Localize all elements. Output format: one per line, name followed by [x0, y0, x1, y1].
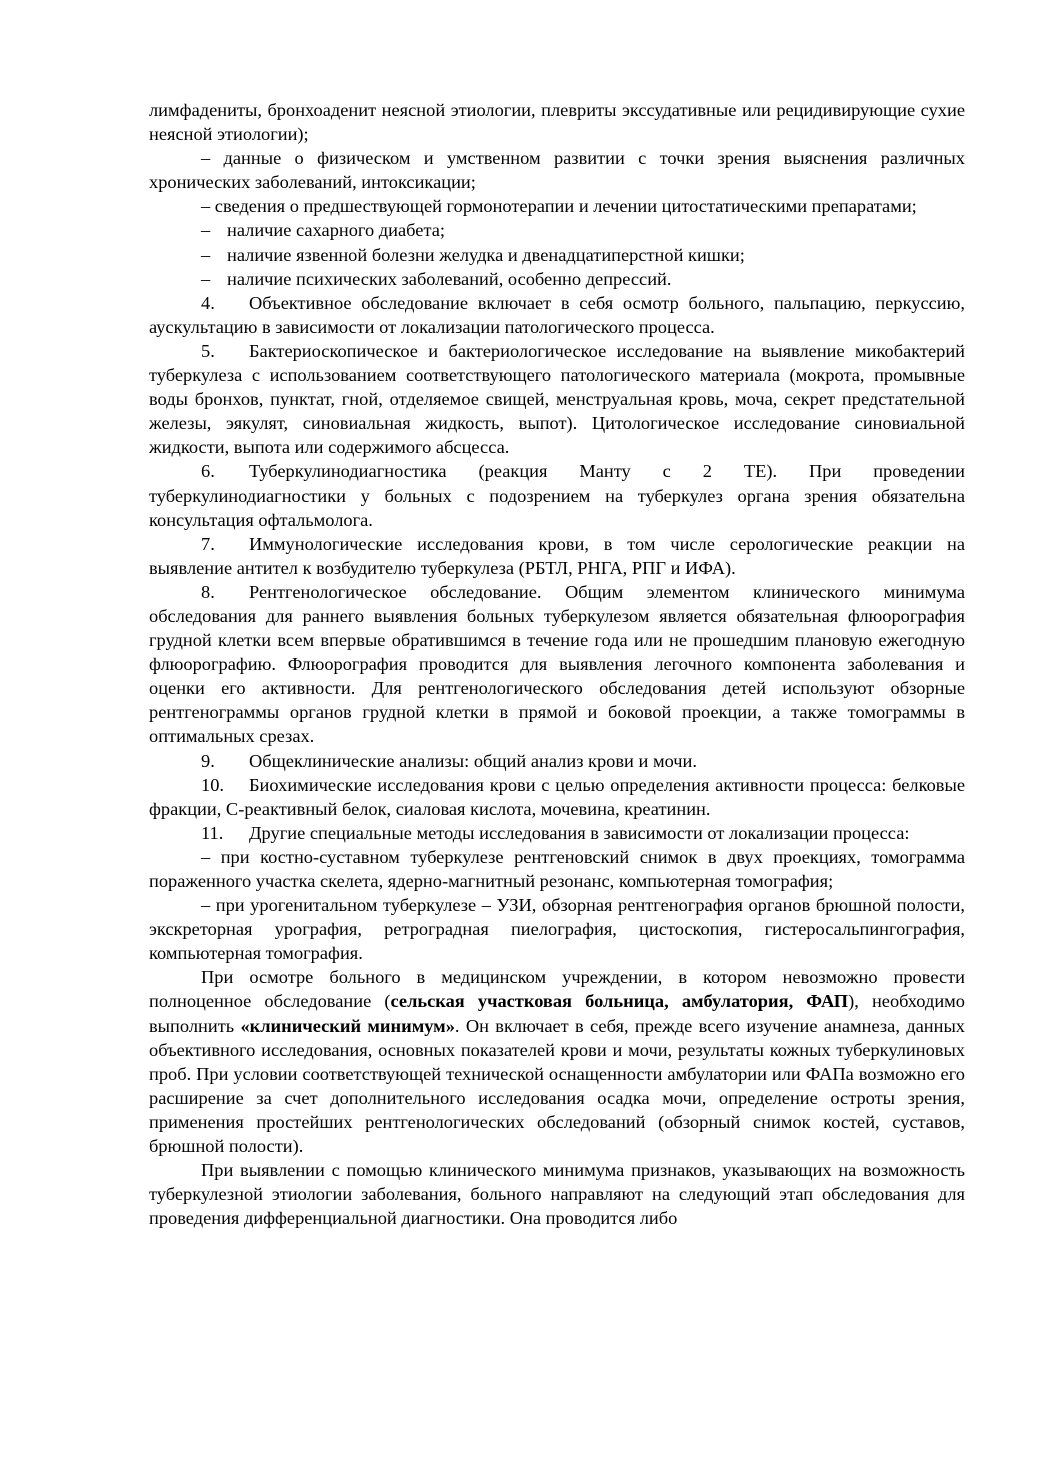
dash-item: – при урогенитальном туберкулезе – УЗИ, обзорная рентгенография органов брюшной полости, экскреторная урография, ретроградная пиелография, цистоскопия, гистеросальпингография, компьютерная томография. [149, 895, 965, 964]
item-text: Бактериоскопическое и бактериологическое исследование на выявление микобактерий туберкулеза с использованием соответствующего патологического материала (мокрота, промывные воды бронхов, пунктат, гной, отделяемое свищей, менструальная кровь, моча, секрет предстательной железы, эякулят, синовиальная жидкость, выпот). Цитологическое исследование синовиальной жидкости, выпота или содержимого абсцесса. [149, 340, 965, 458]
clinical-minimum-paragraph [149, 965, 965, 1158]
numbered-item [149, 291, 965, 339]
numbered-item [149, 532, 965, 580]
item-number: 8. [201, 581, 215, 602]
numbered-item [149, 339, 965, 459]
list-item-text: наличие психических заболеваний, особенно депрессий. [227, 268, 672, 289]
item-number: 5. [201, 340, 215, 361]
item-text: Общеклинические анализы: общий анализ крови и мочи. [249, 750, 697, 771]
document-page [149, 98, 965, 1230]
dash-marker: – [201, 268, 211, 289]
numbered-item [149, 580, 965, 749]
item-number: 11. [201, 822, 224, 843]
dash-item: – данные о физическом и умственном развитии с точки зрения выяснения различных хронических заболеваний, интоксикации; [149, 148, 965, 193]
dash-item: – сведения о предшествующей гормонотерапии и лечении цитостатическими препаратами; [201, 196, 917, 217]
text-run: При осмотре больного в медицинском учреждении, в котором невозможно провести полноценное обследование ( [149, 967, 965, 1012]
list-item-text: наличие язвенной болезни желудка и двенадцатиперстной кишки; [227, 244, 745, 265]
bold-text: «клинический минимум» [240, 1015, 455, 1036]
item-number: 10. [201, 774, 224, 795]
item-number: 4. [201, 292, 215, 313]
item-text: Другие специальные методы исследования в зависимости от локализации процесса: [249, 822, 910, 843]
text-run: . Он включает в себя, прежде всего изучение анамнеза, данных объективного исследования, основных показателей крови и мочи, результаты кожных туберкулиновых проб. При условии соответствующей технической оснащенности амбулатории или ФАПа возможно его расширение за счет дополнительного исследования осадка мочи, определение остроты зрения, применения простейших рентгенологических обследований (обзорный снимок костей, суставов, брюшной полости). [149, 1015, 965, 1157]
numbered-item [149, 459, 965, 531]
dash-marker: – [201, 220, 211, 241]
paragraph-continuation: лимфадениты, бронхоаденит неясной этиологии, плевриты экссудативные или рецидивирующие сухие неясной этиологии); [149, 100, 965, 145]
item-text: Биохимические исследования крови с целью определения активности процесса: белковые фракции, С-реактивный белок, сиаловая кислота, мочевина, креатинин. [149, 774, 965, 819]
item-number: 9. [201, 750, 215, 771]
item-text: Иммунологические исследования крови, в том числе серологические реакции на выявление антител к возбудителю туберкулеза (РБТЛ, РНГА, РПГ и ИФА). [149, 533, 965, 578]
dash-marker: – [201, 244, 211, 265]
item-text: Рентгенологическое обследование. Общим элементом клинического минимума обследования для раннего выявления больных туберкулезом является обязательная флюорография грудной клетки всем впервые обратившимся в течение года или не прошедшим плановую ежегодную флюорографию. Флюорография проводится для выявления легочного компонента заболевания и оценки его активности. Для рентгенологического обследования детей используют обзорные рентгенограммы органов грудной клетки в прямой и боковой проекции, а также томограммы в оптимальных срезах. [149, 581, 965, 747]
item-text: Объективное обследование включает в себя осмотр больного, пальпацию, перкуссию, аускультацию в зависимости от локализации патологического процесса. [149, 292, 965, 337]
bold-text: сельская участковая больница, амбулатория, ФАП [390, 991, 849, 1012]
closing-paragraph: При выявлении с помощью клинического минимума признаков, указывающих на возможность туберкулезной этиологии заболевания, больного направляют на следующий этап обследования для проведения дифференциальной диагностики. Она проводится либо [149, 1160, 965, 1229]
dash-list-item [149, 243, 965, 267]
dash-list-item [149, 267, 965, 291]
numbered-item [149, 749, 965, 773]
item-text: Туберкулинодиагностика (реакция Манту с 2 ТЕ). При проведении туберкулинодиагностики у больных с подозрением на туберкулез органа зрения обязательна консультация офтальмолога. [149, 461, 965, 530]
item-number: 6. [201, 461, 215, 482]
dash-list-item [149, 218, 965, 242]
item-number: 7. [201, 533, 215, 554]
numbered-item [149, 773, 965, 821]
numbered-item [149, 821, 965, 845]
text-run: ), необходимо выполнить [149, 991, 965, 1036]
list-item-text: наличие сахарного диабета; [227, 220, 445, 241]
dash-item: – при костно-суставном туберкулезе рентгеновский снимок в двух проекциях, томограмма пораженного участка скелета, ядерно-магнитный резонанс, компьютерная томография; [149, 846, 965, 891]
